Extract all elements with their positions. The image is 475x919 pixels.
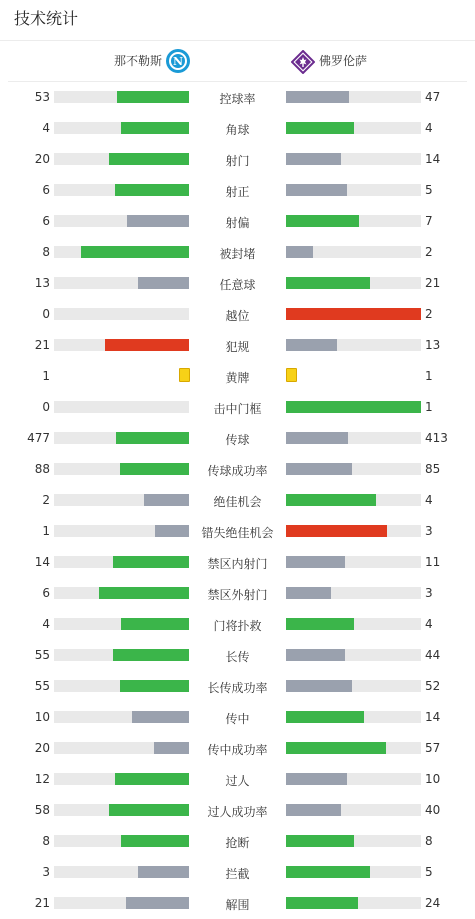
away-stat-value: 4 xyxy=(425,617,433,631)
home-stat-value: 88 xyxy=(34,462,50,476)
home-stat-bar-track xyxy=(54,711,189,723)
stat-label: 拦截 xyxy=(225,867,250,881)
away-stat-value: 1 xyxy=(425,400,433,414)
away-stat-value: 85 xyxy=(425,462,441,476)
away-stat-value: 2 xyxy=(425,245,433,259)
home-stat-bar-track xyxy=(54,742,189,754)
stat-label: 射偏 xyxy=(225,216,250,230)
away-stat-bar xyxy=(286,463,352,475)
stat-row xyxy=(0,888,475,919)
stat-label: 禁区外射门 xyxy=(207,588,268,602)
away-stat-bar xyxy=(286,432,348,444)
napoli-crest-letter: N xyxy=(169,52,187,70)
home-stat-value: 6 xyxy=(42,183,50,197)
stat-row xyxy=(0,237,475,268)
stat-label: 传球 xyxy=(225,433,250,447)
stat-label: 传中成功率 xyxy=(207,743,268,757)
home-team-name[interactable]: 那不勒斯 xyxy=(113,54,162,68)
home-stat-bar-track xyxy=(54,618,189,630)
stat-row xyxy=(0,609,475,640)
away-stat-value: 5 xyxy=(425,865,433,879)
stat-label: 任意球 xyxy=(219,278,256,292)
home-stat-bar-track xyxy=(54,153,189,165)
home-stat-value: 0 xyxy=(42,307,50,321)
fiorentina-crest-icon[interactable] xyxy=(291,50,315,74)
away-stat-bar-track xyxy=(286,866,421,878)
away-stat-bar-track xyxy=(286,804,421,816)
away-stat-bar xyxy=(286,804,341,816)
yellow-card-icon xyxy=(179,368,190,382)
home-stat-bar-track xyxy=(54,587,189,599)
stat-row xyxy=(0,485,475,516)
home-stat-value: 477 xyxy=(27,431,50,445)
away-stat-value: 3 xyxy=(425,524,433,538)
away-stat-value: 5 xyxy=(425,183,433,197)
home-stat-value: 13 xyxy=(34,276,50,290)
away-stat-bar xyxy=(286,649,345,661)
away-stat-bar-track xyxy=(286,742,421,754)
away-stat-bar-track xyxy=(286,122,421,134)
away-stat-bar-track xyxy=(286,587,421,599)
stat-row xyxy=(0,733,475,764)
home-stat-value: 53 xyxy=(34,90,50,104)
home-stat-bar xyxy=(120,680,189,692)
away-stat-value: 4 xyxy=(425,493,433,507)
away-stat-bar-track xyxy=(286,525,421,537)
home-stat-bar-track xyxy=(54,339,189,351)
home-stat-bar-track xyxy=(54,866,189,878)
away-stat-bar-track xyxy=(286,773,421,785)
page-title: 技术统计 xyxy=(14,9,79,28)
home-stat-value: 8 xyxy=(42,245,50,259)
home-stat-bar xyxy=(109,804,189,816)
home-stat-bar xyxy=(121,618,189,630)
away-stat-bar xyxy=(286,246,313,258)
away-stat-value: 52 xyxy=(425,679,441,693)
home-stat-value: 55 xyxy=(34,648,50,662)
home-stat-bar-track xyxy=(54,401,189,413)
home-stat-value: 4 xyxy=(42,121,50,135)
away-stat-value: 11 xyxy=(425,555,441,569)
home-stat-value: 0 xyxy=(42,400,50,414)
away-stat-bar xyxy=(286,277,370,289)
home-stat-bar-track xyxy=(54,556,189,568)
away-stat-bar-track xyxy=(286,91,421,103)
stat-row xyxy=(0,547,475,578)
home-stat-bar xyxy=(121,835,189,847)
away-stat-bar xyxy=(286,711,364,723)
home-stat-value: 8 xyxy=(42,834,50,848)
away-stat-bar xyxy=(286,215,359,227)
stat-label: 抢断 xyxy=(225,836,250,850)
home-stat-value: 6 xyxy=(42,586,50,600)
stat-row xyxy=(0,516,475,547)
home-stat-bar-track xyxy=(54,494,189,506)
home-stat-bar-track xyxy=(54,773,189,785)
away-stat-value: 8 xyxy=(425,834,433,848)
stat-row xyxy=(0,857,475,888)
stat-label: 射正 xyxy=(225,185,250,199)
away-team-name[interactable]: 佛罗伦萨 xyxy=(319,54,368,68)
away-stat-bar-track xyxy=(286,308,421,320)
away-stat-value: 21 xyxy=(425,276,441,290)
away-stat-bar-track xyxy=(286,835,421,847)
home-stat-bar xyxy=(154,742,189,754)
home-stat-bar xyxy=(144,494,189,506)
home-stat-value: 2 xyxy=(42,493,50,507)
stat-label: 解围 xyxy=(225,898,250,912)
stat-label: 角球 xyxy=(225,123,250,137)
stat-label: 错失绝佳机会 xyxy=(201,526,274,540)
away-stat-bar xyxy=(286,401,421,413)
home-stat-value: 20 xyxy=(34,741,50,755)
away-stat-value: 44 xyxy=(425,648,441,662)
home-stat-bar xyxy=(117,91,189,103)
home-stat-bar xyxy=(155,525,189,537)
away-stat-value: 40 xyxy=(425,803,441,817)
home-stat-bar-track xyxy=(54,432,189,444)
home-stat-bar-track xyxy=(54,246,189,258)
stat-row xyxy=(0,392,475,423)
stat-label: 传中 xyxy=(225,712,250,726)
stat-row xyxy=(0,144,475,175)
stat-row xyxy=(0,795,475,826)
away-stat-bar-track xyxy=(286,463,421,475)
home-stat-bar xyxy=(109,153,189,165)
home-stat-bar-track xyxy=(54,649,189,661)
stat-label: 被封堵 xyxy=(219,247,256,261)
stat-row xyxy=(0,826,475,857)
home-stat-bar xyxy=(132,711,189,723)
home-stat-bar xyxy=(113,649,189,661)
stat-row xyxy=(0,113,475,144)
away-stat-bar-track xyxy=(286,618,421,630)
away-stat-bar xyxy=(286,122,354,134)
home-stat-bar xyxy=(105,339,189,351)
stat-row xyxy=(0,175,475,206)
away-stat-bar xyxy=(286,184,347,196)
home-stat-value: 14 xyxy=(34,555,50,569)
away-stat-bar xyxy=(286,773,347,785)
away-stat-bar xyxy=(286,897,358,909)
home-stat-bar-track xyxy=(54,680,189,692)
home-stat-bar xyxy=(121,122,189,134)
away-stat-bar-track xyxy=(286,432,421,444)
away-stat-value: 2 xyxy=(425,307,433,321)
away-stat-bar-track xyxy=(286,215,421,227)
away-stat-bar xyxy=(286,494,376,506)
home-stat-value: 4 xyxy=(42,617,50,631)
home-stat-bar-track xyxy=(54,463,189,475)
home-stat-bar xyxy=(115,773,189,785)
home-stat-value: 20 xyxy=(34,152,50,166)
stat-label: 禁区内射门 xyxy=(207,557,268,571)
away-stat-value: 14 xyxy=(425,710,441,724)
home-stat-bar xyxy=(116,432,189,444)
header-divider xyxy=(0,40,475,41)
away-stat-bar-track xyxy=(286,401,421,413)
stat-label: 长传 xyxy=(225,650,250,664)
away-stat-value: 13 xyxy=(425,338,441,352)
stat-label: 击中门框 xyxy=(213,402,262,416)
away-stat-value: 57 xyxy=(425,741,441,755)
home-stat-bar-track xyxy=(54,91,189,103)
napoli-crest-icon[interactable] xyxy=(166,49,190,73)
home-stat-bar-track xyxy=(54,804,189,816)
stat-row xyxy=(0,299,475,330)
home-stat-bar xyxy=(113,556,189,568)
away-stat-bar-track xyxy=(286,277,421,289)
away-stat-value: 413 xyxy=(425,431,448,445)
away-stat-bar xyxy=(286,866,370,878)
home-stat-bar-track xyxy=(54,215,189,227)
away-stat-bar xyxy=(286,339,337,351)
stat-label: 越位 xyxy=(225,309,250,323)
away-stat-value: 4 xyxy=(425,121,433,135)
stat-row xyxy=(0,671,475,702)
home-stat-bar-track xyxy=(54,122,189,134)
away-stat-value: 10 xyxy=(425,772,441,786)
home-stat-bar-track xyxy=(54,897,189,909)
home-stat-bar xyxy=(99,587,189,599)
home-stat-value: 12 xyxy=(34,772,50,786)
away-stat-bar xyxy=(286,556,345,568)
home-stat-value: 10 xyxy=(34,710,50,724)
away-stat-value: 7 xyxy=(425,214,433,228)
home-stat-value: 58 xyxy=(34,803,50,817)
yellow-card-icon xyxy=(286,368,297,382)
stat-label: 过人成功率 xyxy=(207,805,268,819)
stat-row xyxy=(0,206,475,237)
stats-list xyxy=(0,82,475,919)
home-stat-bar xyxy=(81,246,189,258)
away-stat-bar xyxy=(286,835,354,847)
home-stat-value: 55 xyxy=(34,679,50,693)
stat-label: 过人 xyxy=(225,774,250,788)
stat-label: 绝佳机会 xyxy=(213,495,262,509)
home-stat-value: 3 xyxy=(42,865,50,879)
stat-label: 黄牌 xyxy=(225,371,250,385)
away-stat-bar xyxy=(286,153,341,165)
away-stat-bar xyxy=(286,91,349,103)
away-stat-value: 24 xyxy=(425,896,441,910)
home-stat-bar xyxy=(120,463,189,475)
stat-label: 长传成功率 xyxy=(207,681,268,695)
away-stat-bar-track xyxy=(286,897,421,909)
home-stat-value: 21 xyxy=(34,338,50,352)
stat-row xyxy=(0,702,475,733)
stat-row xyxy=(0,578,475,609)
teams-header xyxy=(0,42,475,80)
away-stat-bar-track xyxy=(286,494,421,506)
home-stat-bar xyxy=(138,866,189,878)
away-stat-bar-track xyxy=(286,246,421,258)
stat-row xyxy=(0,454,475,485)
away-stat-bar-track xyxy=(286,153,421,165)
home-stat-bar-track xyxy=(54,525,189,537)
away-stat-bar xyxy=(286,587,331,599)
home-stat-value: 1 xyxy=(42,369,50,383)
away-stat-bar xyxy=(286,680,352,692)
home-stat-value: 1 xyxy=(42,524,50,538)
home-stat-bar xyxy=(126,897,189,909)
home-stat-bar-track xyxy=(54,184,189,196)
away-stat-bar-track xyxy=(286,649,421,661)
home-stat-bar xyxy=(127,215,189,227)
away-stat-bar xyxy=(286,525,387,537)
away-stat-value: 14 xyxy=(425,152,441,166)
stat-row xyxy=(0,361,475,392)
stat-label: 传球成功率 xyxy=(207,464,268,478)
away-stat-value: 47 xyxy=(425,90,441,104)
home-stat-bar-track xyxy=(54,277,189,289)
stat-row xyxy=(0,268,475,299)
away-stat-bar xyxy=(286,618,354,630)
home-stat-bar xyxy=(138,277,189,289)
stat-label: 射门 xyxy=(225,154,250,168)
home-stat-value: 6 xyxy=(42,214,50,228)
away-stat-bar-track xyxy=(286,711,421,723)
home-stat-value: 21 xyxy=(34,896,50,910)
home-stat-bar xyxy=(115,184,189,196)
stat-row xyxy=(0,764,475,795)
stat-row xyxy=(0,82,475,113)
home-stat-bar-track xyxy=(54,308,189,320)
away-stat-bar-track xyxy=(286,339,421,351)
away-stat-bar-track xyxy=(286,184,421,196)
stat-row xyxy=(0,640,475,671)
away-stat-bar xyxy=(286,308,421,320)
stat-row xyxy=(0,423,475,454)
away-stat-bar-track xyxy=(286,680,421,692)
stat-label: 犯规 xyxy=(225,340,250,354)
away-stat-bar xyxy=(286,742,386,754)
stat-label: 门将扑救 xyxy=(213,619,262,633)
home-stat-bar-track xyxy=(54,835,189,847)
away-stat-value: 1 xyxy=(425,369,433,383)
away-stat-value: 3 xyxy=(425,586,433,600)
away-stat-bar-track xyxy=(286,556,421,568)
stat-label: 控球率 xyxy=(219,92,256,106)
stat-row xyxy=(0,330,475,361)
